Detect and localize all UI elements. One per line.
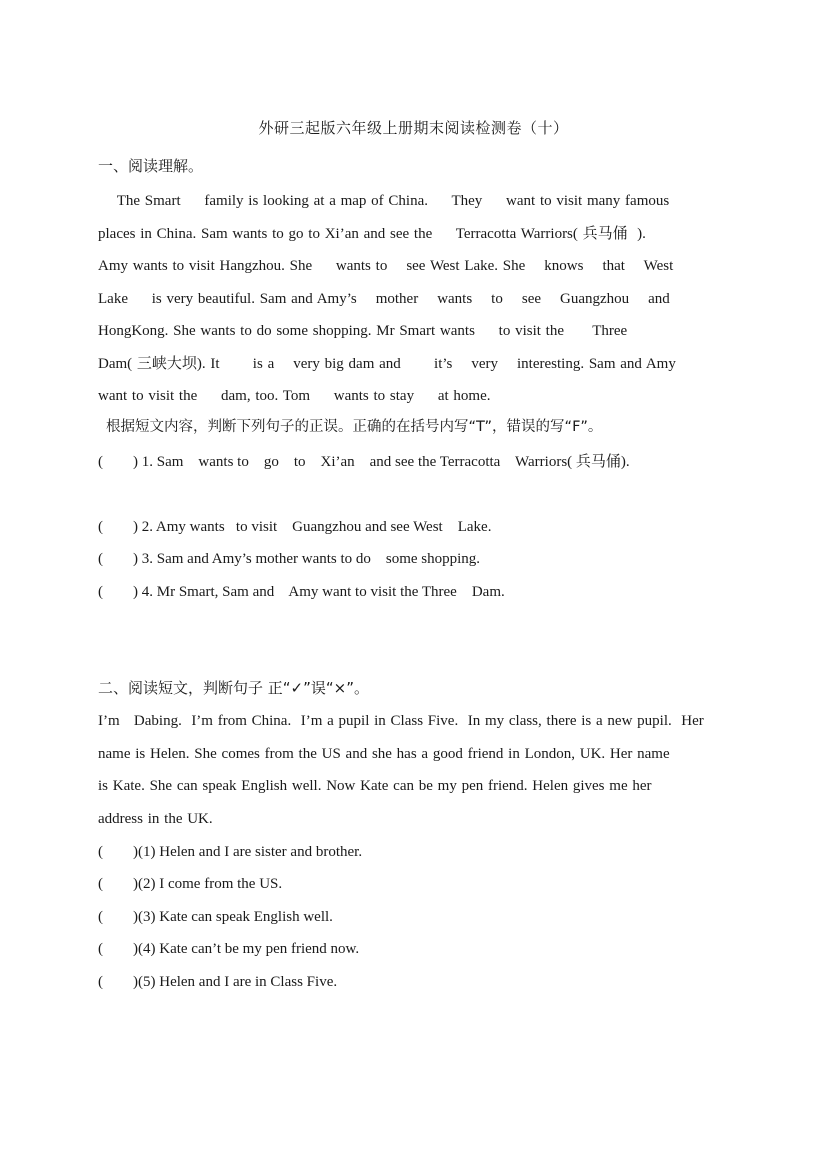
- question-item: ( )(3) Kate can speak English well.: [98, 909, 333, 925]
- passage-line: is Kate. She can speak English well. Now Kate can be my pen friend. Helen gives me her: [98, 778, 652, 794]
- question-item: ( ) 1. Sam wants to go to Xi’an and see the Terracotta Warriors( 兵马俑).: [98, 454, 630, 470]
- section1-heading: 一、阅读理解。: [98, 157, 204, 175]
- passage-line: name is Helen. She comes from the US and she has a good friend in London, UK. Her name: [98, 745, 670, 762]
- page-title: 外研三起版六年级上册期末阅读检测卷（十）: [258, 119, 569, 137]
- question-item: ( ) 4. Mr Smart, Sam and Amy want to visit the Three Dam.: [98, 584, 505, 600]
- question-item: ( )(4) Kate can’t be my pen friend now.: [98, 941, 360, 957]
- section2-passage: [98, 705, 704, 835]
- question-item: ( ) 3. Sam and Amy’s mother wants to do some shopping.: [98, 551, 481, 567]
- passage-line: Dam( 三峡大坝). It is a very big dam and it’s very interesting. Sam and Amy: [98, 355, 676, 372]
- question-item: ( )(2) I come from the US.: [98, 876, 283, 892]
- passage-line: places in China. Sam wants to go to Xi’an and see the Terracotta Warriors( 兵马俑 ).: [98, 225, 646, 242]
- section1-instruction: 根据短文内容，判断下列句子的正误。正确的在括号内写“T”，错误的写“F”。: [106, 419, 603, 435]
- passage-line: The Smart family is looking at a map of China. They want to visit many famous: [98, 193, 670, 209]
- passage-line: HongKong. She wants to do some shopping. Mr Smart wants to visit the Three: [98, 323, 628, 339]
- passage-line: Lake is very beautiful. Sam and Amy’s mother wants to see Guangzhou and: [98, 290, 670, 307]
- question-item: ( )(1) Helen and I are sister and brother.: [98, 844, 363, 860]
- section1-passage: [98, 185, 676, 413]
- passage-line: Amy wants to visit Hangzhou. She wants to see West Lake. She knows that West: [98, 258, 674, 274]
- passage-line: I’m Dabing. I’m from China. I’m a pupil in Class Five. In my class, there is a new pupil. Her: [98, 713, 704, 729]
- passage-line: address in the UK.: [98, 810, 213, 827]
- section2-heading: 二、阅读短文，判断句子 正“✓”误“×”。: [98, 679, 369, 697]
- passage-line: want to visit the dam, too. Tom wants to stay at home.: [98, 388, 491, 404]
- question-item: ( )(5) Helen and I are in Class Five.: [98, 974, 338, 990]
- question-item: ( ) 2. Amy wants to visit Guangzhou and see West Lake.: [98, 519, 492, 535]
